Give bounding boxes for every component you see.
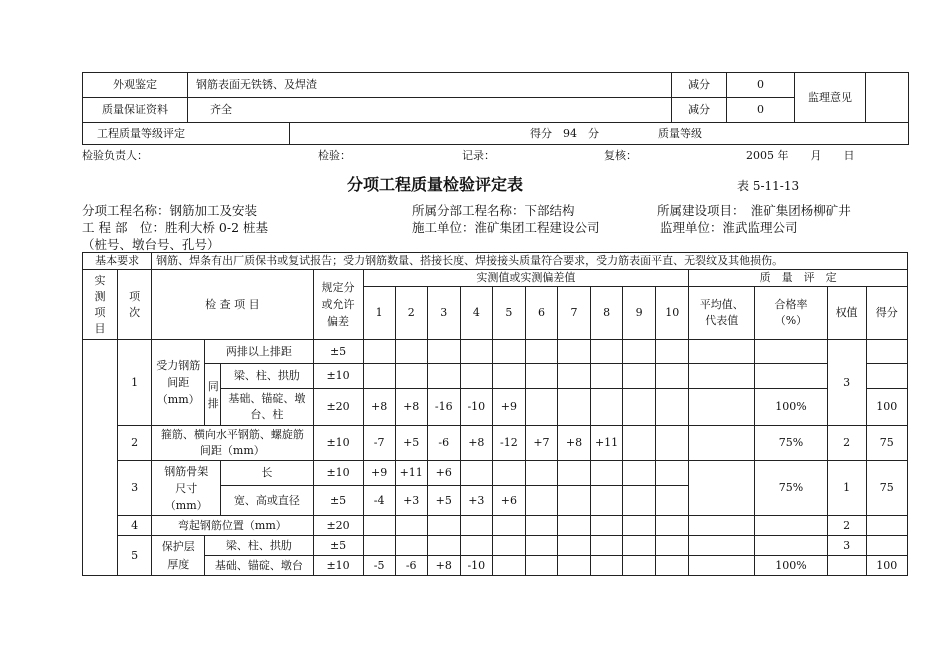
sign-inspector: 检验负责人：: [82, 149, 148, 162]
value-cell: -10: [460, 389, 492, 426]
quality-docs-label: 质量保证资料: [83, 98, 188, 123]
deduct-value: 0: [727, 98, 795, 123]
value-cell: -10: [460, 556, 492, 576]
item-3-weight: 1: [827, 461, 866, 516]
value-cell: -16: [427, 389, 460, 426]
col-header: 1: [363, 287, 395, 340]
build-project: 所属建设项目： 淮矿集团杨柳矿井: [657, 203, 851, 218]
col-header: 3: [427, 287, 460, 340]
item-4-spec: ±20: [313, 516, 363, 536]
value-cell: +8: [460, 426, 492, 461]
value-cell: -6: [395, 556, 427, 576]
measured-item-header: 实测项目: [83, 270, 118, 340]
values-header: 实测值或实测偏差值: [363, 270, 689, 287]
col-header: 5: [492, 287, 525, 340]
supervisor: 监理单位：淮武监理公司: [660, 220, 798, 235]
quality-docs-value: 齐全: [188, 98, 672, 123]
item-5b-spec: ±10: [313, 556, 363, 576]
check-item-header: 检 查 项 目: [152, 270, 313, 340]
supervision-value: [866, 73, 909, 123]
value-cell: +11: [591, 426, 623, 461]
grade-text: 质量等级: [658, 126, 702, 140]
same-row-label: 同排: [205, 364, 221, 426]
item-5a-spec: ±5: [313, 536, 363, 556]
avg-header: 平均值、代表值: [689, 287, 755, 340]
part-project: 所属分部工程名称：下部结构: [412, 203, 575, 218]
value-cell: +6: [427, 461, 460, 486]
item-2-weight: 2: [827, 426, 866, 461]
basic-text: 钢筋、焊条有出厂质保书或复试报告；受力钢筋数量、搭接长度、焊接接头质量符合要求，受力筋表面平直、无裂纹及其他损伤。: [152, 253, 908, 270]
item-1c-spec: ±20: [313, 389, 363, 426]
item-3-rate: 75%: [755, 461, 827, 516]
item-1-weight: 3: [827, 340, 866, 426]
item-2-score: 75: [866, 426, 907, 461]
item-1b-name: 梁、柱、拱肋: [221, 364, 313, 389]
quality-header: 质 量 评 定: [689, 270, 908, 287]
item-3b-name: 宽、高或直径: [221, 486, 313, 516]
value-cell: +8: [363, 389, 395, 426]
deduct-label: 减分: [672, 73, 727, 98]
deduct-label: 减分: [672, 98, 727, 123]
item-2-name: 箍筋、横向水平钢筋、螺旋筋间距（mm）: [152, 426, 313, 461]
appearance-label: 外观鉴定: [83, 73, 188, 98]
value-cell: +11: [395, 461, 427, 486]
seq-1: 1: [118, 340, 152, 426]
col-header: 2: [395, 287, 427, 340]
item-1-score: 100: [866, 389, 907, 426]
value-cell: +5: [427, 486, 460, 516]
item-5-score: 100: [866, 556, 907, 576]
value-cell: +8: [427, 556, 460, 576]
grade-label: 工程质量等级评定: [83, 123, 290, 145]
pile-note: （桩号、墩台号、孔号）: [82, 237, 220, 252]
col-header: 8: [591, 287, 623, 340]
item-1c-name: 基础、锚碇、墩台、柱: [221, 389, 313, 426]
value-cell: -4: [363, 486, 395, 516]
item-1b-spec: ±10: [313, 364, 363, 389]
deduct-value: 0: [727, 73, 795, 98]
sign-check: 检验：: [318, 149, 351, 162]
value-cell: +3: [460, 486, 492, 516]
col-header: 10: [656, 287, 689, 340]
sign-record: 记录：: [462, 149, 495, 162]
table-number: 表 5-11-13: [737, 179, 800, 193]
value-cell: +9: [363, 461, 395, 486]
weight-header: 权值: [827, 287, 866, 340]
item-3b-spec: ±5: [313, 486, 363, 516]
sub-project: 分项工程名称：钢筋加工及安装: [82, 203, 258, 218]
item-1a-name: 两排以上排距: [205, 340, 313, 364]
value-cell: -7: [363, 426, 395, 461]
item-4-weight: 2: [827, 516, 866, 536]
item-3a-spec: ±10: [313, 461, 363, 486]
item-5-weight: 3: [827, 536, 866, 556]
summary-table: [82, 72, 909, 145]
col-header: 9: [623, 287, 656, 340]
item-4-name: 弯起钢筋位置（mm）: [152, 516, 313, 536]
pass-rate-header: 合格率（%）: [755, 287, 827, 340]
item-1-rate: 100%: [755, 389, 827, 426]
seq-header: 项次: [118, 270, 152, 340]
value-cell: +5: [395, 426, 427, 461]
item-2-rate: 75%: [755, 426, 827, 461]
seq-2: 2: [118, 426, 152, 461]
score-text: 得分 94 分: [530, 126, 599, 140]
col-header: 4: [460, 287, 492, 340]
item-1a-spec: ±5: [313, 340, 363, 364]
col-header: 6: [525, 287, 557, 340]
value-cell: +6: [492, 486, 525, 516]
seq-5: 5: [118, 536, 152, 576]
contractor: 施工单位：淮矿集团工程建设公司: [412, 220, 600, 235]
item-5-rate: 100%: [755, 556, 827, 576]
value-cell: -5: [363, 556, 395, 576]
item-3-name: 钢筋骨架尺寸（mm）: [152, 461, 221, 516]
sign-date: 2005 年 月 日: [746, 149, 855, 162]
value-cell: +3: [395, 486, 427, 516]
inspection-table: [82, 252, 908, 576]
item-5b-name: 基础、锚碇、墩台: [205, 556, 313, 576]
item-1-name: 受力钢筋间距（mm）: [152, 340, 205, 426]
col-header: 7: [557, 287, 590, 340]
item-2-spec: ±10: [313, 426, 363, 461]
score-header: 得分: [866, 287, 907, 340]
item-3-score: 75: [866, 461, 907, 516]
value-cell: +8: [395, 389, 427, 426]
seq-3: 3: [118, 461, 152, 516]
item-5-name: 保护层厚度: [152, 536, 205, 576]
basic-label: 基本要求: [83, 253, 152, 270]
value-cell: -6: [427, 426, 460, 461]
value-cell: -12: [492, 426, 525, 461]
value-cell: +9: [492, 389, 525, 426]
item-5a-name: 梁、柱、拱肋: [205, 536, 313, 556]
sign-review: 复核：: [604, 149, 637, 162]
measured-item-cell: [83, 340, 118, 576]
value-cell: +8: [557, 426, 590, 461]
grade-row: [290, 123, 909, 145]
spec-header: 规定分或允许偏差: [313, 270, 363, 340]
value-cell: +7: [525, 426, 557, 461]
location: 工 程 部 位：胜利大桥 0-2 桩基: [82, 220, 269, 235]
supervision-label: 监理意见: [795, 73, 866, 123]
seq-4: 4: [118, 516, 152, 536]
page-title: 分项工程质量检验评定表: [346, 175, 523, 194]
appearance-value: 钢筋表面无铁锈、及焊渣: [188, 73, 672, 98]
item-3a-name: 长: [221, 461, 313, 486]
